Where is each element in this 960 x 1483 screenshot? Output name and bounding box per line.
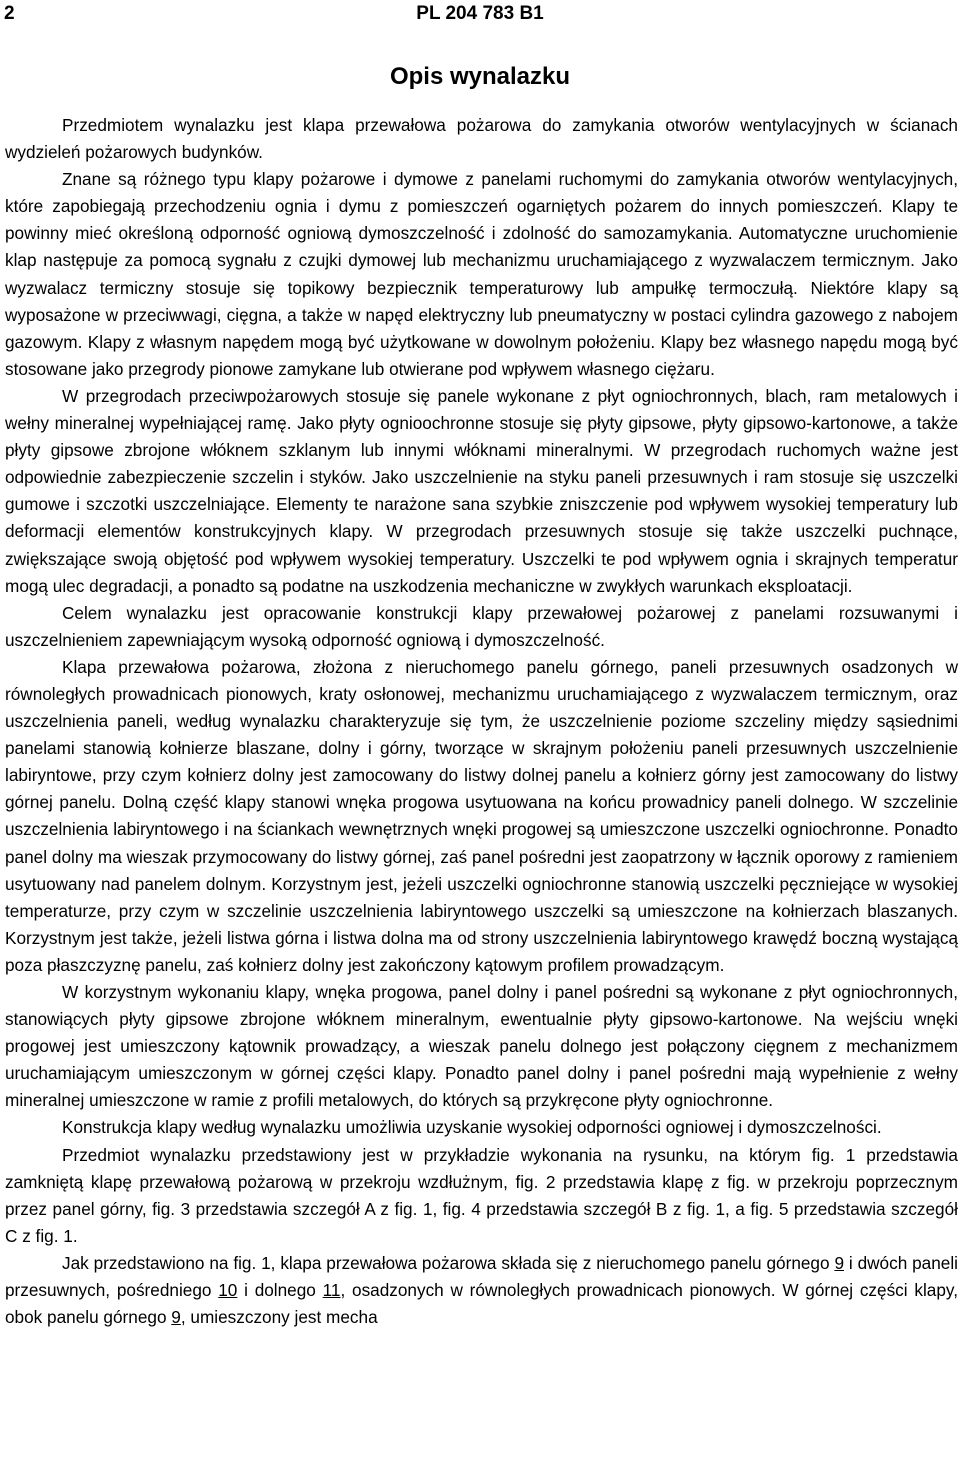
paragraph: Przedmiot wynalazku przedstawiony jest w przykładzie wykonania na rysunku, na którym fig. 1 przedstawia zamkniętą klapę przewałową pożarową w przekroju wzdłużnym, fig. 2 przedstawia klapę z fig. w przekroju poprzecznym przez panel górny, fig. 3 przedstawia szczegół A z fig. 1, fig. 4 przedstawia szczegół B z fig. 1, a fig. 5 przedstawia szczegół C z fig. 1. (5, 1144, 958, 1246)
paragraph-last (5, 1250, 958, 1331)
paragraph: Przedmiotem wynalazku jest klapa przewałowa pożarowa do zamykania otworów wentylacyjnych w ścianach wydzieleń pożarowych budynków. (5, 115, 958, 163)
document-body (5, 112, 958, 1331)
reference-numeral: 9 (834, 1252, 844, 1273)
reference-numeral: 10 (218, 1280, 238, 1301)
page-header (4, 2, 956, 26)
paragraph: W przegrodach przeciwpożarowych stosuje się panele wykonane z płyt ogniochronnych, blach, ram metalowych i wełny mineralnej wypełniającej ramę. Jako płyty ognioochronne stosuje się płyty gipsowe, płyty gipsowo-kartonowe, a także płyty gipsowe zbrojone włóknem szklanym lub innymi włóknami mineralnymi. W przegrodach ruchomych ważne jest odpowiednie zabezpieczenie szczelin i styków. Jako uszczelnienie na styku paneli przesuwnych i ram stosuje się uszczelki gumowe i szczotki uszczelniające. Elementy te narażone sana szybkie zniszczenie pod wpływem wysokiej temperatury lub deformacji elementów konstrukcyjnych klapy. W przegrodach przesuwnych stosuje się także uszczelki puchnące, zwiększające swoją objętość pod wpływem wysokiej temperatury. Uszczelki te pod wpływem ognia i skrajnych temperatur mogą ulec degradacji, a ponadto są podatne na uszkodzenia mechaniczne w zwykłych warunkach eksploatacji. (5, 385, 958, 596)
paragraph: Konstrukcja klapy według wynalazku umożliwia uzyskanie wysokiej odporności ogniowej i dymoszczelności. (62, 1117, 882, 1138)
patent-number: PL 204 783 B1 (416, 3, 544, 24)
document-title: Opis wynalazku (389, 63, 571, 90)
text-run: i dolnego (237, 1280, 323, 1301)
text-run: , umieszczony jest mecha (180, 1307, 378, 1328)
reference-numeral: 9 (171, 1307, 181, 1328)
text-run: i dwóch paneli przesuwnych, pośredniego (5, 1252, 958, 1301)
page-number: 2 (4, 3, 15, 24)
paragraph: Znane są różnego typu klapy pożarowe i dymowe z panelami ruchomymi do zamykania otworów wentylacyjnych, które zapobiegają przechodzeniu ognia i dymu z pomieszczeń ogarniętych pożarem do innych pomieszczeń. Klapy te powinny mieć określoną odporność ogniową dymoszczelność i zdolność do samozamykania. Automatyczne uruchomienie klap następuje za pomocą sygnału z czujki dymowej lub mechanizmu uruchamiającego z wyzwalaczem termicznym. Jako wyzwalacz termiczny stosuje się topikowy bezpiecznik temperaturowy lub ampułkę termoczułą. Niektóre klapy są wyposażone w przeciwwagi, cięgna, a także w napęd elektryczny lub pneumatyczny w postaci cylindra gazowego z nabojem gazowym. Klapy z własnym napędem mogą być użytkowane w dowolnym położeniu. Klapy bez własnego napędu mogą być stosowane jako przegrody pionowe zamykane lub otwierane pod wpływem własnego ciężaru. (5, 169, 958, 379)
text-run: , osadzonych w równoległych prowadnicach pionowych. W górnej części klapy, obok panelu górnego (5, 1280, 958, 1328)
reference-numeral: 11 (322, 1280, 341, 1301)
paragraph: W korzystnym wykonaniu klapy, wnęka progowa, panel dolny i panel pośredni są wykonane z płyt ogniochronnych, stanowiących płyty gipsowe zbrojone włóknem mineralnym, ewentualnie płyty gipsowo-kartonowe. Na wejściu wnęki progowej jest umieszczony kątownik prowadzący, a wieszak panelu dolnego jest połączony cięgnem z mechanizmem uruchamiającym umieszczonym w górnej części klapy. Ponadto panel dolny i panel pośredni mają wypełnienie z wełny mineralnej umieszczone w ramie z profili metalowych, do których są przykręcone płyty ogniochronne. (5, 982, 958, 1111)
text-run: Jak przedstawiono na fig. 1, klapa przewałowa pożarowa składa się z nieruchomego panelu górnego (62, 1252, 835, 1273)
paragraph: Celem wynalazku jest opracowanie konstrukcji klapy przewałowej pożarowej z panelami rozsuwanymi i uszczelnieniem zapewniającym wysoką odporność ogniową i dymoszczelność. (5, 602, 958, 650)
paragraph: Klapa przewałowa pożarowa, złożona z nieruchomego panelu górnego, paneli przesuwnych osadzonych w równoległych prowadnicach pionowych, kraty osłonowej, mechanizmu uruchamiającego z wyzwalaczem termicznym, oraz uszczelnienia paneli, według wynalazku charakteryzuje się tym, że uszczelnienie poziome szczeliny między sąsiednimi panelami stanowią kołnierze blaszane, dolny i górny, tworzące w skrajnym położeniu paneli przesuwnych uszczelnienie labiryntowe, przy czym kołnierz dolny jest zamocowany do listwy dolnej panelu a kołnierz górny jest zamocowany do listwy górnej panelu. Dolną część klapy stanowi wnęka progowa usytuowana na końcu prowadnicy paneli dolnego. W szczelinie uszczelnienia labiryntowego i na ściankach wewnętrznych wnęki progowej są umieszczone uszczelki ogniochronne. Ponadto panel dolny ma wieszak przymocowany do listwy górnej, zaś panel pośredni jest zaopatrzony w łącznik oporowy z ramieniem usytuowany nad panelem dolnym. Korzystnym jest, jeżeli uszczelki ogniochronne stanowią uszczelki pęczniejące w wysokiej temperaturze, przy czym w szczelinie uszczelnienia labiryntowego uszczelki są umieszczone na kołnierzach blaszanych. Korzystnym jest także, jeżeli listwa górna i listwa dolna ma od strony uszczelnienia labiryntowego krawędź boczną wystającą poza płaszczyznę panelu, zaś kołnierz dolny jest zakończony kątowym profilem prowadzącym. (5, 656, 958, 975)
